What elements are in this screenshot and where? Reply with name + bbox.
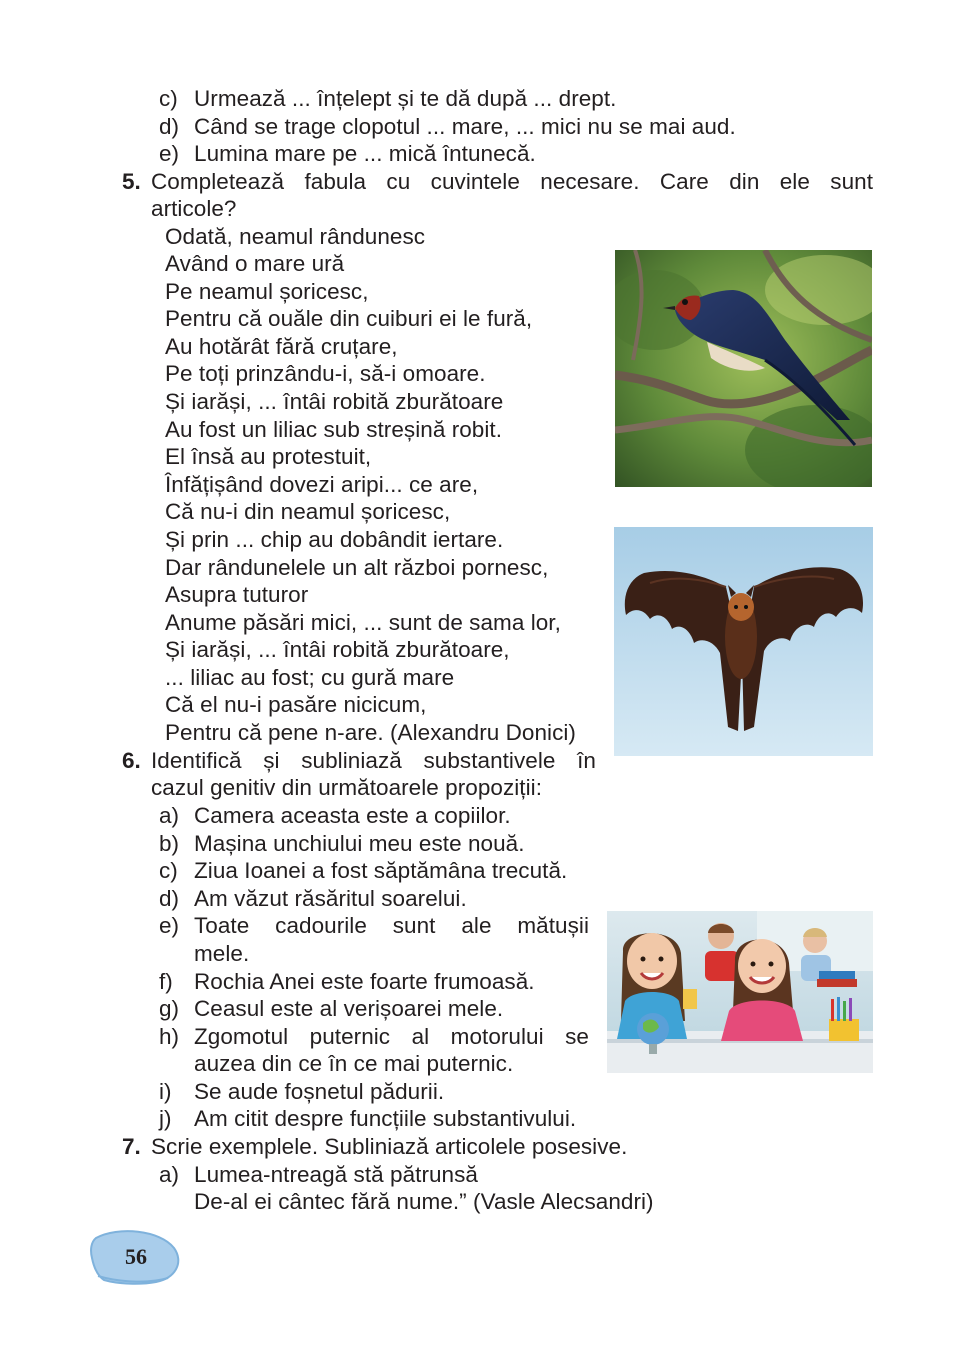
exercise-instruction: articole?: [151, 196, 237, 221]
ex6-item-text: auzea din ce în ce mai puternic.: [194, 1051, 514, 1076]
poem-line: Având o mare ură: [165, 251, 345, 276]
exercise-instruction: Identifică și subliniază substantivele în: [151, 748, 596, 773]
ex6-item-label: a): [159, 803, 180, 828]
ex6-item-text: Am văzut răsăritul soarelui.: [194, 886, 467, 911]
poem-line: Au hotărât fără cruțare,: [165, 334, 398, 359]
ex6-item-label: e): [159, 913, 180, 938]
ex6-item-label: j): [159, 1106, 172, 1131]
exercise-instruction: Completează fabula cu cuvintele necesare. Care din ele sunt: [151, 169, 873, 194]
children-classroom-photo: [607, 911, 873, 1073]
ex4-item-text: Când se trage clopotul ... mare, ... mici nu se mai aud.: [194, 114, 736, 139]
ex4-item-text: Urmează ... înțelept și te dă după ... drept.: [194, 86, 617, 111]
poem-line: Pentru că pene n-are. (Alexandru Donici): [165, 720, 576, 745]
ex6-item-text: Camera aceasta este a copiilor.: [194, 803, 511, 828]
ex6-item-text: Toate cadourile sunt ale mătușii: [194, 913, 589, 938]
poem-line: Pe toți prinzându-i, să-i omoare.: [165, 361, 486, 386]
poem-line: Pentru că ouăle din cuiburi ei le fură,: [165, 306, 533, 331]
ex4-item-text: Lumina mare pe ... mică întunecă.: [194, 141, 536, 166]
exercise-number: 7.: [122, 1134, 141, 1159]
exercise-number: 5.: [122, 169, 141, 194]
ex6-item-text: Zgomotul puternic al motorului se: [194, 1024, 589, 1049]
page-number: 56: [125, 1244, 147, 1269]
poem-line: Anume păsări mici, ... sunt de sama lor,: [165, 610, 561, 635]
ex6-item-text: Se aude foșnetul pădurii.: [194, 1079, 445, 1104]
ex6-item-text: Am citit despre funcțiile substantivului.: [194, 1106, 577, 1131]
poem-line: Pe neamul șoricesc,: [165, 279, 369, 304]
ex7-item-text: De-al ei cântec fără nume.” (Vasle Alecsandri): [194, 1189, 654, 1214]
poem-line: ... liliac au fost; cu gură mare: [165, 665, 455, 690]
poem-line: Că nu-i din neamul șoricesc,: [165, 499, 451, 524]
ex6-item-label: i): [159, 1079, 172, 1104]
ex6-item-text: Rochia Anei este foarte frumoasă.: [194, 969, 535, 994]
ex6-item-text: Ceasul este al verișoarei mele.: [194, 996, 504, 1021]
ex7-item-text: Lumea-ntreagă stă pătrunsă: [194, 1162, 478, 1187]
ex4-item-label: d): [159, 114, 180, 139]
ex4-item-label: e): [159, 141, 180, 166]
poem-line: Și iarăși, ... întâi robită zburătoare: [165, 389, 504, 414]
poem-line: Dar rândunelele un alt război pornesc,: [165, 555, 549, 580]
poem-line: Înfățișând dovezi aripi... ce are,: [165, 472, 479, 497]
exercise-number: 6.: [122, 748, 141, 773]
ex4-item-label: c): [159, 86, 178, 111]
ex6-item-label: f): [159, 969, 173, 994]
ex6-item-label: b): [159, 831, 180, 856]
swallow-photo: [615, 250, 872, 487]
poem-line: Și iarăși, ... întâi robită zburătoare,: [165, 637, 510, 662]
ex6-item-text: mele.: [194, 941, 250, 966]
exercise-instruction: Scrie exemplele. Subliniază articolele posesive.: [151, 1134, 628, 1159]
exercise-instruction: cazul genitiv din următoarele propoziții:: [151, 775, 542, 800]
ex7-item-label: a): [159, 1162, 180, 1187]
poem-line: Odată, neamul rândunesc: [165, 224, 426, 249]
poem-line: El însă au protestuit,: [165, 444, 372, 469]
ex6-item-label: c): [159, 858, 178, 883]
poem-line: Au fost un liliac sub streșină robit.: [165, 417, 503, 442]
ex6-item-text: Mașina unchiului meu este nouă.: [194, 831, 525, 856]
bat-photo: [614, 527, 873, 756]
poem-line: Asupra tuturor: [165, 582, 309, 607]
ex6-item-label: g): [159, 996, 180, 1021]
ex6-item-text: Ziua Ioanei a fost săptămâna trecută.: [194, 858, 568, 883]
poem-line: Că el nu-i pasăre nicicum,: [165, 692, 427, 717]
ex6-item-label: d): [159, 886, 180, 911]
poem-line: Și prin ... chip au dobândit iertare.: [165, 527, 504, 552]
ex6-item-label: h): [159, 1024, 180, 1049]
